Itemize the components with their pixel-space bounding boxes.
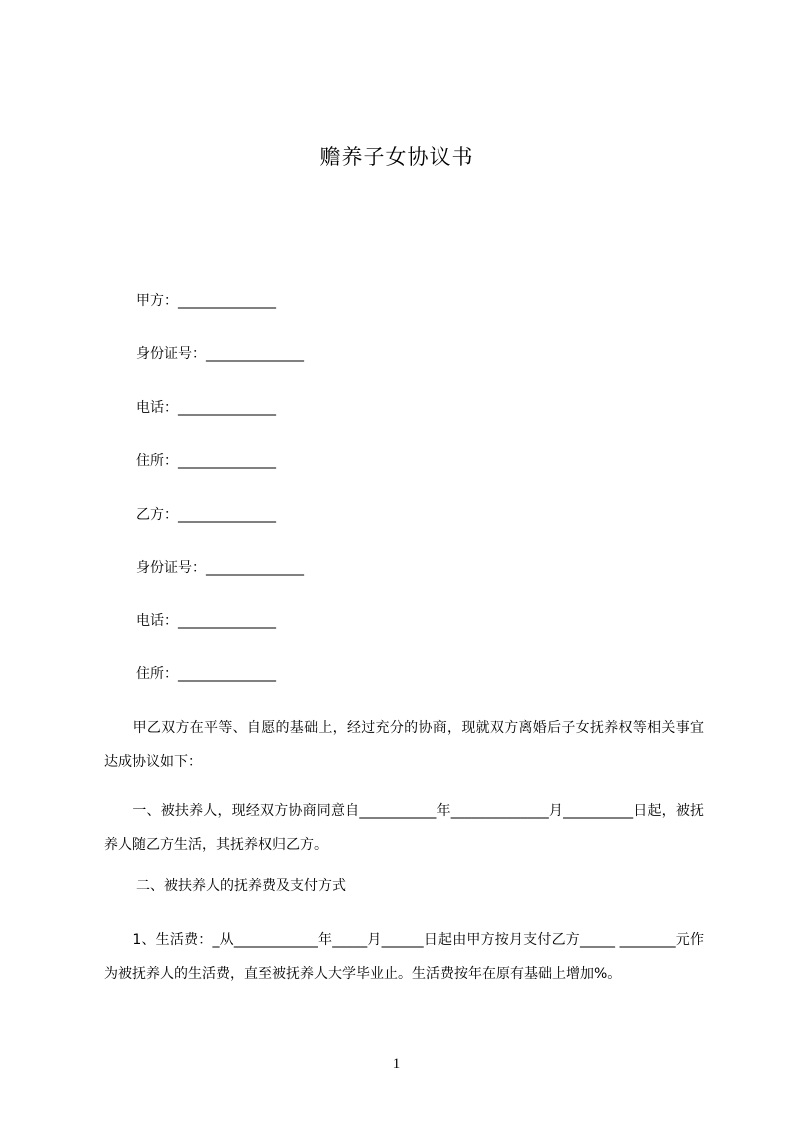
party-b-id-field: 身份证号：______________ (136, 560, 304, 576)
party-a-address-field: 住所：______________ (136, 453, 276, 469)
party-b-address-field: 住所：______________ (136, 666, 276, 682)
clause-2-1-paragraph: 1、生活费：_从____________年_____月______日起由甲方按月支付乙方_____ ________元作为被抚养人的生活费，直至被抚养人大学毕业止。生活费按年在原有基础上增加%。 (104, 932, 704, 982)
clause-2-heading: 二、被扶养人的抚养费及支付方式 (136, 878, 346, 894)
party-a-field: 甲方：______________ (136, 293, 276, 309)
intro-paragraph: 甲乙双方在平等、自愿的基础上，经过充分的协商，现就双方离婚后子女抚养权等相关事宜达成协议如下： (104, 720, 704, 770)
party-b-field: 乙方：______________ (136, 507, 276, 523)
clause-1-paragraph: 一、被扶养人，现经双方协商同意自___________年______________月__________日起，被抚养人随乙方生活，其抚养权归乙方。 (104, 803, 704, 853)
document-title: 赡养子女协议书 (319, 145, 474, 169)
party-a-phone-field: 电话：______________ (136, 400, 276, 416)
party-b-phone-field: 电话：______________ (136, 613, 276, 629)
party-a-id-field: 身份证号：______________ (136, 346, 304, 362)
page-number: 1 (392, 1056, 401, 1072)
